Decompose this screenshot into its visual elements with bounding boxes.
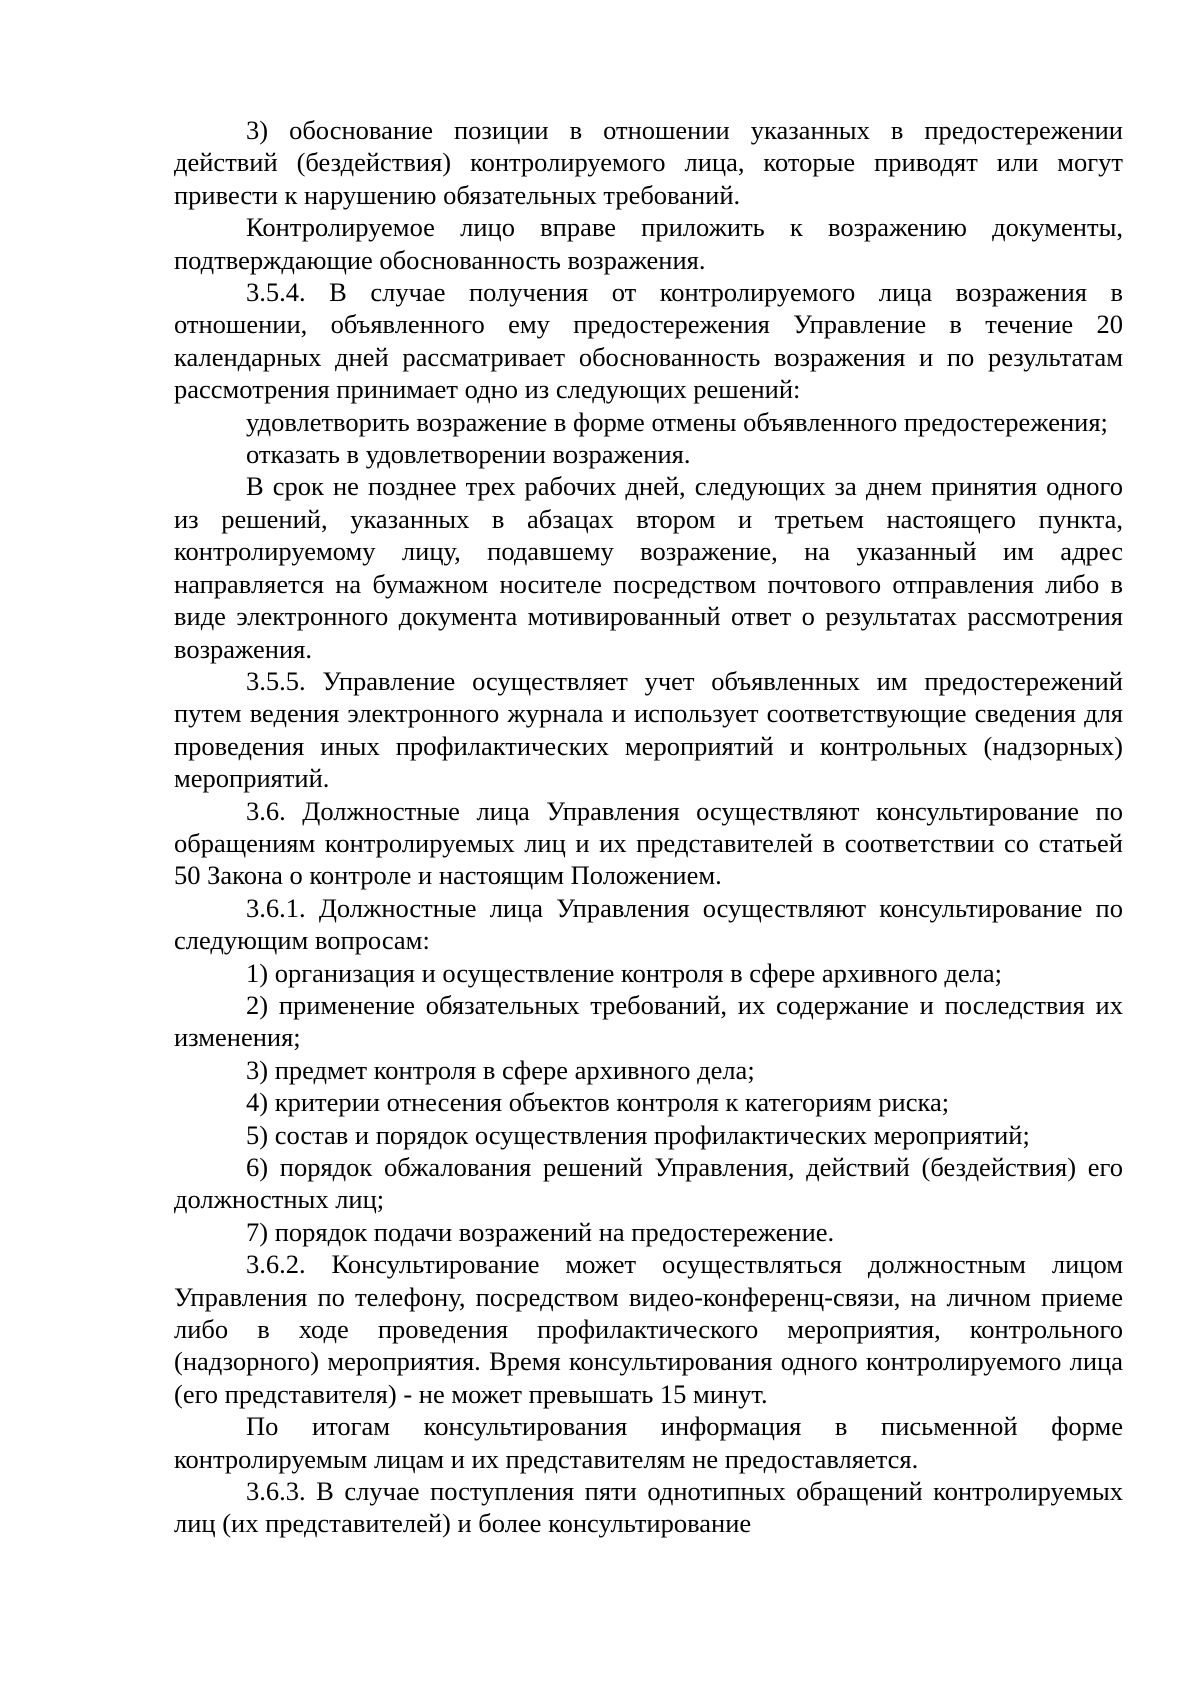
paragraph-3-5-5: 3.5.5. Управление осуществляет учет объявленных им предостережений путем ведения электронного журнала и использует соответствующие сведения для проведения иных профилактических мероприятий и контрольных (надзорных) мероприятий.: [174, 665, 1123, 794]
paragraph-3-6-2: 3.6.2. Консультирование может осуществляться должностным лицом Управления по телефону, посредством видео-конференц-связи, на личном приеме либо в ходе проведения профилактического мероприятия, контрольного (надзорного) мероприятия. Время консультирования одного контролируемого лица (его представителя) - не может превышать 15 минут.: [174, 1249, 1123, 1409]
paragraph-3-6: 3.6. Должностные лица Управления осуществляют консультирование по обращениям контролируемых лиц и их представителей в соответствии со статьей 50 Закона о контроле и настоящим Положением.: [174, 795, 1123, 891]
paragraph-3-6-1: 3.6.1. Должностные лица Управления осуществляют консультирование по следующим вопросам:: [174, 892, 1123, 956]
document-page: [174, 114, 1123, 1540]
list-item-6: 6) порядок обжалования решений Управления, действий (бездействия) его должностных лиц;: [174, 1152, 1123, 1215]
list-item-3: 3) предмет контроля в сфере архивного дела;: [246, 1054, 755, 1085]
paragraph-response-deadline: В срок не позднее трех рабочих дней, следующих за днем принятия одного из решений, указанных в абзацах втором и третьем настоящего пункта, контролируемому лицу, подавшему возражение, на указанный им адрес направляется на бумажном носителе посредством почтового отправления либо в виде электронного документа мотивированный ответ о результатах рассмотрения возражения.: [174, 471, 1123, 664]
list-item-5: 5) состав и порядок осуществления профилактических мероприятий;: [246, 1119, 1030, 1150]
list-item-1: 1) организация и осуществление контроля в сфере архивного дела;: [246, 957, 1002, 988]
list-item-7: 7) порядок подачи возражений на предостережение.: [246, 1216, 835, 1247]
paragraph-3-justification: 3) обоснование позиции в отношении указанных в предостережении действий (бездействия) контролируемого лица, которые приводят или могут привести к нарушению обязательных требований.: [174, 115, 1123, 210]
paragraph-no-written-info: По итогам консультирования информация в письменной форме контролируемым лицам и их представителям не предоставляется.: [174, 1411, 1123, 1474]
paragraph-attach-documents: Контролируемое лицо вправе приложить к возражению документы, подтверждающие обоснованность возражения.: [174, 212, 1123, 275]
paragraph-satisfy-objection: удовлетворить возражение в форме отмены объявленного предостережения;: [246, 406, 1108, 437]
paragraph-3-6-3: 3.6.3. В случае поступления пяти однотипных обращений контролируемых лиц (их представителей) и более консультирование: [174, 1476, 1123, 1539]
list-item-4: 4) критерии отнесения объектов контроля к категориям риска;: [246, 1087, 950, 1118]
list-item-2: 2) применение обязательных требований, их содержание и последствия их изменения;: [174, 989, 1123, 1053]
paragraph-refuse-objection: отказать в удовлетворении возражения.: [246, 439, 691, 470]
paragraph-3-5-4: 3.5.4. В случае получения от контролируемого лица возражения в отношении, объявленного ему предостережения Управление в течение 20 календарных дней рассматривает обоснованность возражения и по результатам рассмотрения принимает одно из следующих решений:: [174, 277, 1123, 405]
